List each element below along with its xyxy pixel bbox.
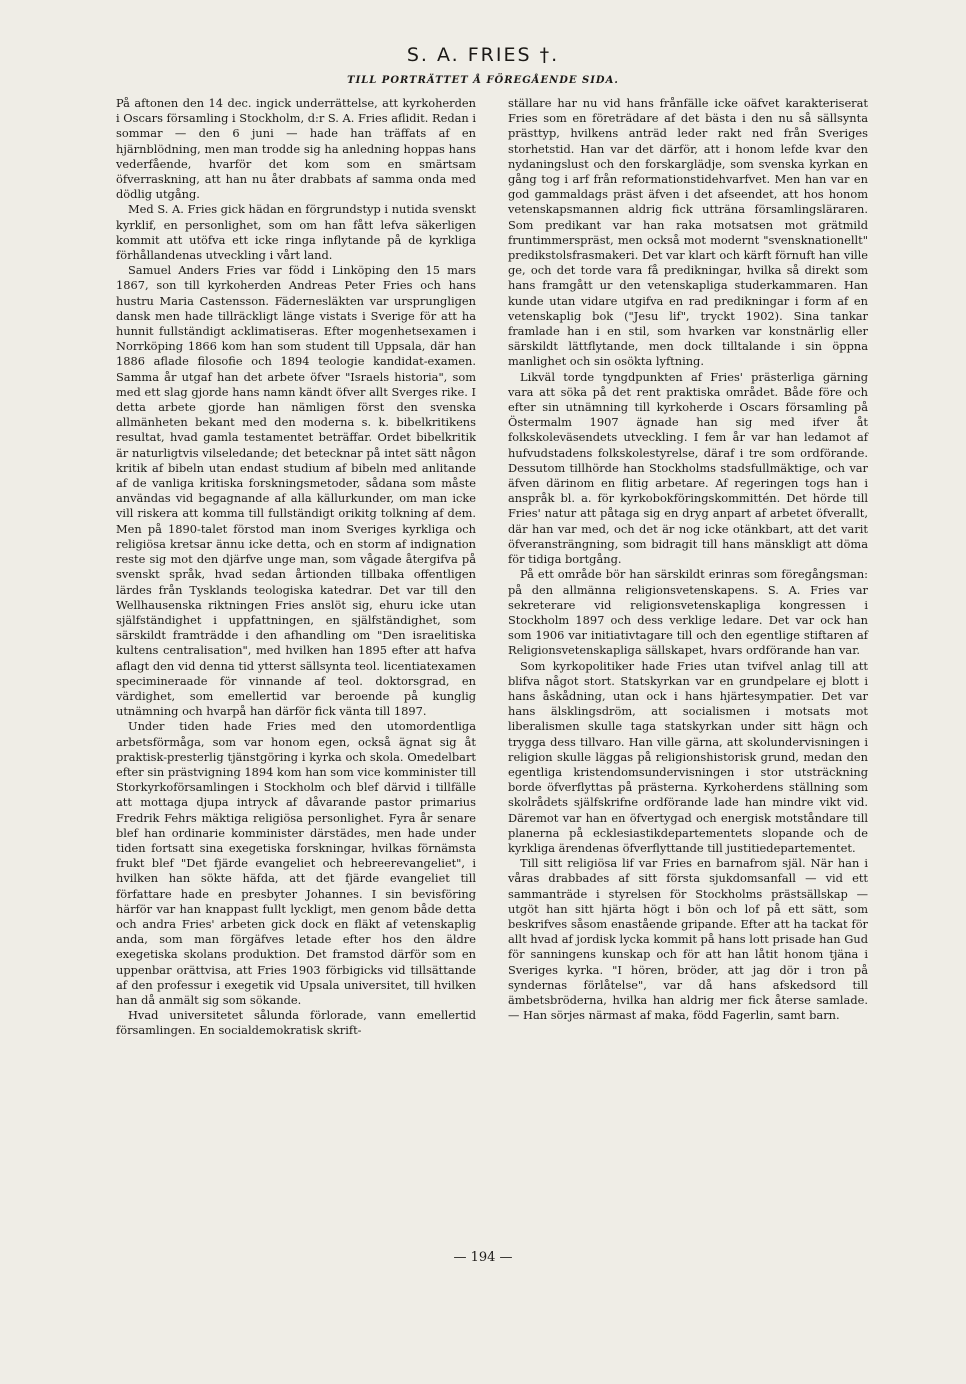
left-column bbox=[116, 96, 476, 1039]
paragraph: Samuel Anders Fries var född i Linköping den 15 mars 1867, son till kyrkoherden Andreas Peter Fries och hans hustru Maria Castensson. Fädernesläkten var ursprungligen dansk men hade tillräckligt länge vistats i Sverige för att ha hunnit fullständigt acklimatiseras. Efter mogenhetsexamen i Norrköping 1866 kom han som student till Uppsala, där han 1886 aflade filosofie och 1894 teologie kandidat-examen. Samma år utgaf han det arbete öfver "Israels historia", som med ett slag gjorde hans namn kändt öfver allt Sverges rike. I detta arbete gjorde han nämligen först den svenska allmänheten bekant med den moderna s. k. bibelkritikens resultat, hvad gamla testamentet beträffar. Ordet bibelkritik är naturligtvis vilseledande; det betecknar på intet sätt någon kritik af bibeln utan endast studium af bibeln med anlitande af de vanliga kritiska forskningsmetoder, sådana som måste användas vid begagnande af alla källurkunder, om man icke vill riskera att komma till fullständigt orikitg tolkning af dem. Men på 1890-talet förstod man inom Sveriges kyrkliga och religiösa kretsar ännu icke detta, och en storm af indignation reste sig mot den djärfve unge man, som vågade återgifva på svenskt språk, hvad sedan årtionden tillbaka offentligen lärdes från Tysklands teologiska katedrar. Det var till den Wellhausenska riktningen Fries anslöt sig, ehuru icke utan själfständighet i uppfattningen, en själfständighet, som särskildt framträdde i den afhandling om "Den israelitiska kultens centralisation", med hvilken han 1895 efter att hafva aflagt den vid denna tid ytterst sällsynta teol. licentiatexamen specimineraade för vinnande af teol. doktorsgrad, en värdighet, som emellertid var beroende på kunglig utnämning och hvarpå han därför fick vänta till 1897. bbox=[116, 263, 476, 719]
paragraph: Med S. A. Fries gick hädan en förgrundstyp i nutida svenskt kyrklif, en personlighet, som om han fått lefva säkerligen kommit att utöfva ett icke ringa inflytande på de kyrkliga förhållandenas utveckling i vårt land. bbox=[116, 202, 476, 263]
page-number: — 194 — bbox=[453, 1250, 513, 1265]
paragraph: Hvad universitetet sålunda förlorade, vann emellertid församlingen. En socialdemokratisk skrift- bbox=[116, 1008, 476, 1038]
paragraph: Till sitt religiösa lif var Fries en barnafrom själ. När han i våras drabbades af sitt första sjukdomsanfall — vid ett sammanträde i styrelsen för Stockholms prästsällskap — utgöt han sitt hjärta högt i bön och lof på ett sätt, som beskrifves såsom enastående gripande. Efter att ha tackat för allt hvad af jordisk lycka kommit på hans lott prisade han Gud för sanningens kunskap och för att han låtit honom tjäna i Sveriges kyrka. "I hören, bröder, att jag dör i tron på syndernas förlåtelse", var då hans afskedsord till ämbetsbröderna, hvilka han aldrig mer fick återse samlade. — Han sörjes närmast af maka, född Fagerlin, samt barn. bbox=[508, 856, 868, 1023]
paragraph: Som kyrkopolitiker hade Fries utan tvifvel anlag till att blifva något stort. Statskyrkan var en grundpelare ej blott i hans åskådning, utan ock i hans hjärtesympatier. Det var hans älsklingsdröm, att socialismen i motsats mot liberalismen skulle taga statskyrkan under sitt hägn och trygga dess tillvaro. Han ville gärna, att skolundervisningen i religion skulle läggas på religionshistorisk grund, medan den egentliga kristendomsundervisningen i stor utsträckning borde öfverflyttas på prästerna. Kyrkoherdens ställning som skolrådets själfskrifne ordförande lade han mindre vikt vid. Däremot var han en öfvertygad och energisk motståndare till planerna på ecklesiastikdepartementets slopande och de kyrkliga ärendenas öfverflyttande till justitiedepartementet. bbox=[508, 658, 868, 855]
paragraph: ställare har nu vid hans frånfälle icke oäfvet karakteriserat Fries som en företrädare af det bästa i den nu så sällsynta prästtyp, hvilkens anträd leder rakt ned från Sveriges storhetstid. Han var det därför, att i honom lefde kvar den nydaningslust och den forskarglädje, som svenska kyrkan en gång tog i arf från reformationstidehvarfvet. Men han var en god gammaldags präst äfven i det afseendet, att hos honom vetenskapsmannen aldrig fick utträna församlingsläraren. Som predikant var han raka motsatsen mot grätmild fruntimmerspräst, men också mot modernt "svensknationellt" predikstolsfrasmakeri. Det var klart och kärft förnuft han ville ge, och det torde vara få predikningar, hvilka så direkt som hans framgått ur den vetenskapliga studerkammaren. Han kunde utan vidare utgifva en rad predikningar i form af en vetenskaplig bok ("Jesu lif", tryckt 1902). Sina tankar framlade han i en stil, som hvarken var konstnärlig eller särskildt lättflytande, men dock tilltalande i sin öppna manlighet och sin osökta lyftning. bbox=[508, 96, 868, 369]
paragraph: Likväl torde tyngdpunkten af Fries' prästerliga gärning vara att söka på det rent praktiska området. Både före och efter sin utnämning till kyrkoherde i Oscars församling på Östermalm 1907 ägnade han sig med ifver åt folkskoleväsendets utveckling. I fem år var han ledamot af hufvudstadens folkskolestyrelse, däraf i tre som ordförande. Dessutom tillhörde han Stockholms stadsfullmäktige, och var äfven därinom en flitig arbetare. Af regeringen togs han i anspråk bl. a. för kyrkobokföringskommittén. Det hörde till Fries' natur att påtaga sig en dryg anpart af arbetet öfverallt, där han var med, och det är nog icke otänkbart, att det varit öfveransträngning, som bidragit till hans mänskligt att döma för tidiga bortgång. bbox=[508, 369, 868, 567]
paragraph: På ett område bör han särskildt erinras som föregångsman: på den allmänna religionsvetenskapens. S. A. Fries var sekreterare vid religionsvetenskapliga kongressen i Stockholm 1897 och dess verklige ledare. Det var ock han som 1906 var initiativtagare till och den egentlige stiftaren af Religionsvetenskapliga sällskapet, hvars ordförande han var. bbox=[508, 567, 868, 658]
paragraph: På aftonen den 14 dec. ingick underrättelse, att kyrkoherden i Oscars församling i Stockholm, d:r S. A. Fries aflidit. Redan i sommar — den 6 juni — hade han träffats af en hjärnblödning, men man trodde sig ha anledning hoppas hans vederfående, hvarför det kom som en smärtsam öfverraskning, att han nu åter drabbats af samma onda med dödlig utgång. bbox=[116, 96, 476, 202]
page-subtitle: TILL PORTRÄTTET Å FÖREGÅENDE SIDA. bbox=[347, 75, 619, 86]
page-title: S. A. FRIES †. bbox=[406, 44, 560, 66]
right-column bbox=[508, 96, 868, 1023]
paragraph: Under tiden hade Fries med den utomordentliga arbetsförmåga, som var honom egen, också ägnat sig åt praktisk-presterlig tjänstgöring i kyrka och skola. Omedelbart efter sin prästvigning 1894 kom han som vice komminister till Storkyrkoförsamlingen i Stockholm och blef därvid i tillfälle att mottaga djupa intryck af dåvarande pastor primarius Fredrik Fehrs mäktiga religiösa personlighet. Fyra år senare blef han ordinarie komminister därstädes, men hade under tiden fortsatt sina exegetiska forskningar, hvilkas förnämsta frukt blef "Det fjärde evangeliet och hebreerevangeliet", i hvilken han sökte häfda, att det fjärde evangeliet till författare hade en presbyter Johannes. I sin bevisföring härför var han knappast fullt lyckligt, men genom både detta och andra Fries' arbeten gick dock en fläkt af vetenskaplig anda, som man förgäfves letade efter hos den äldre exegetiska skolans produktion. Det framstod därför som en uppenbar orättvisa, att Fries 1903 förbigicks vid tillsättande af den professur i exegetik vid Upsala universitet, till hvilken han då anmält sig som sökande. bbox=[116, 719, 476, 1007]
